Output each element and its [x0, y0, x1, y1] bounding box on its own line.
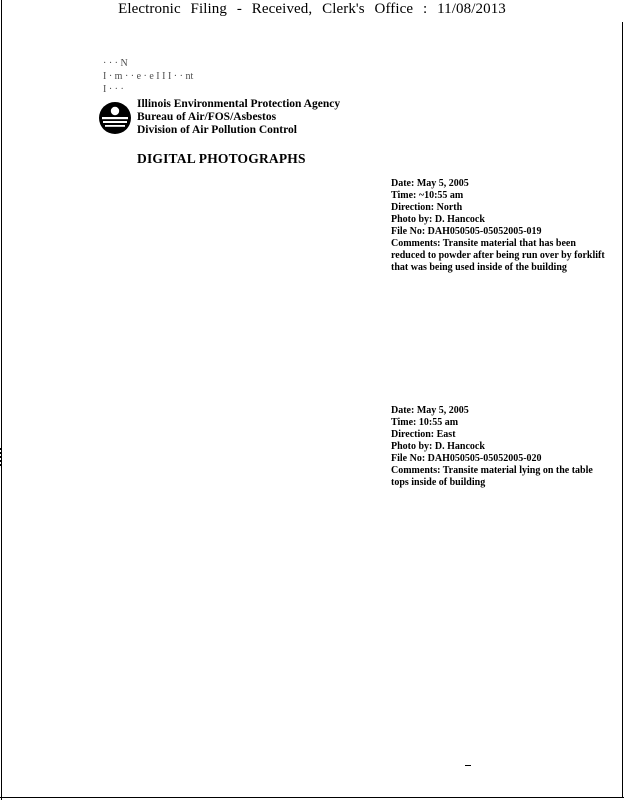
agency-block: [137, 98, 340, 137]
filing-header: Electronic Filing - Received, Clerk's Office : 11/08/2013: [118, 1, 506, 17]
photo-by: Photo by: D. Hancock: [391, 214, 485, 225]
photo-time: Time: 10:55 am: [391, 417, 459, 428]
page-left-border: [1, 0, 2, 800]
photo-date: Date: May 5, 2005: [391, 178, 469, 189]
photo-time: Time: ~10:55 am: [391, 190, 464, 201]
scan-fragment-line2: I · m · · e · e I I I · · nt: [103, 71, 194, 82]
photo-caption-2: [391, 405, 611, 489]
agency-division: Division of Air Pollution Control: [137, 124, 297, 136]
photo-direction: Direction: East: [391, 429, 456, 440]
scan-fragment-line3: I · · ·: [103, 84, 124, 95]
agency-bureau: Bureau of Air/FOS/Asbestos: [137, 111, 277, 123]
photo-comments: Comments: Transite material that has been reduced to powder after being run over by forklift that was being used inside of the building: [391, 238, 605, 273]
scan-edge-artifact: [0, 448, 2, 466]
photo-comments: Comments: Transite material lying on the table tops inside of building: [391, 465, 593, 488]
photo-by: Photo by: D. Hancock: [391, 441, 485, 452]
page-bottom-border: [0, 797, 624, 798]
agency-name: Illinois Environmental Protection Agency: [137, 98, 341, 110]
photo-file-no: File No: DAH050505-05052005-020: [391, 453, 542, 464]
photo-direction: Direction: North: [391, 202, 463, 213]
photo-caption-1: [391, 178, 611, 274]
scan-fragment-line1: · · · N: [103, 58, 128, 69]
page-mark: [465, 765, 471, 766]
illinois-epa-logo-icon: [98, 101, 132, 135]
page-title: DIGITAL PHOTOGRAPHS: [137, 151, 306, 166]
photo-date: Date: May 5, 2005: [391, 405, 469, 416]
page-right-border: [622, 22, 623, 798]
photo-file-no: File No: DAH050505-05052005-019: [391, 226, 542, 237]
